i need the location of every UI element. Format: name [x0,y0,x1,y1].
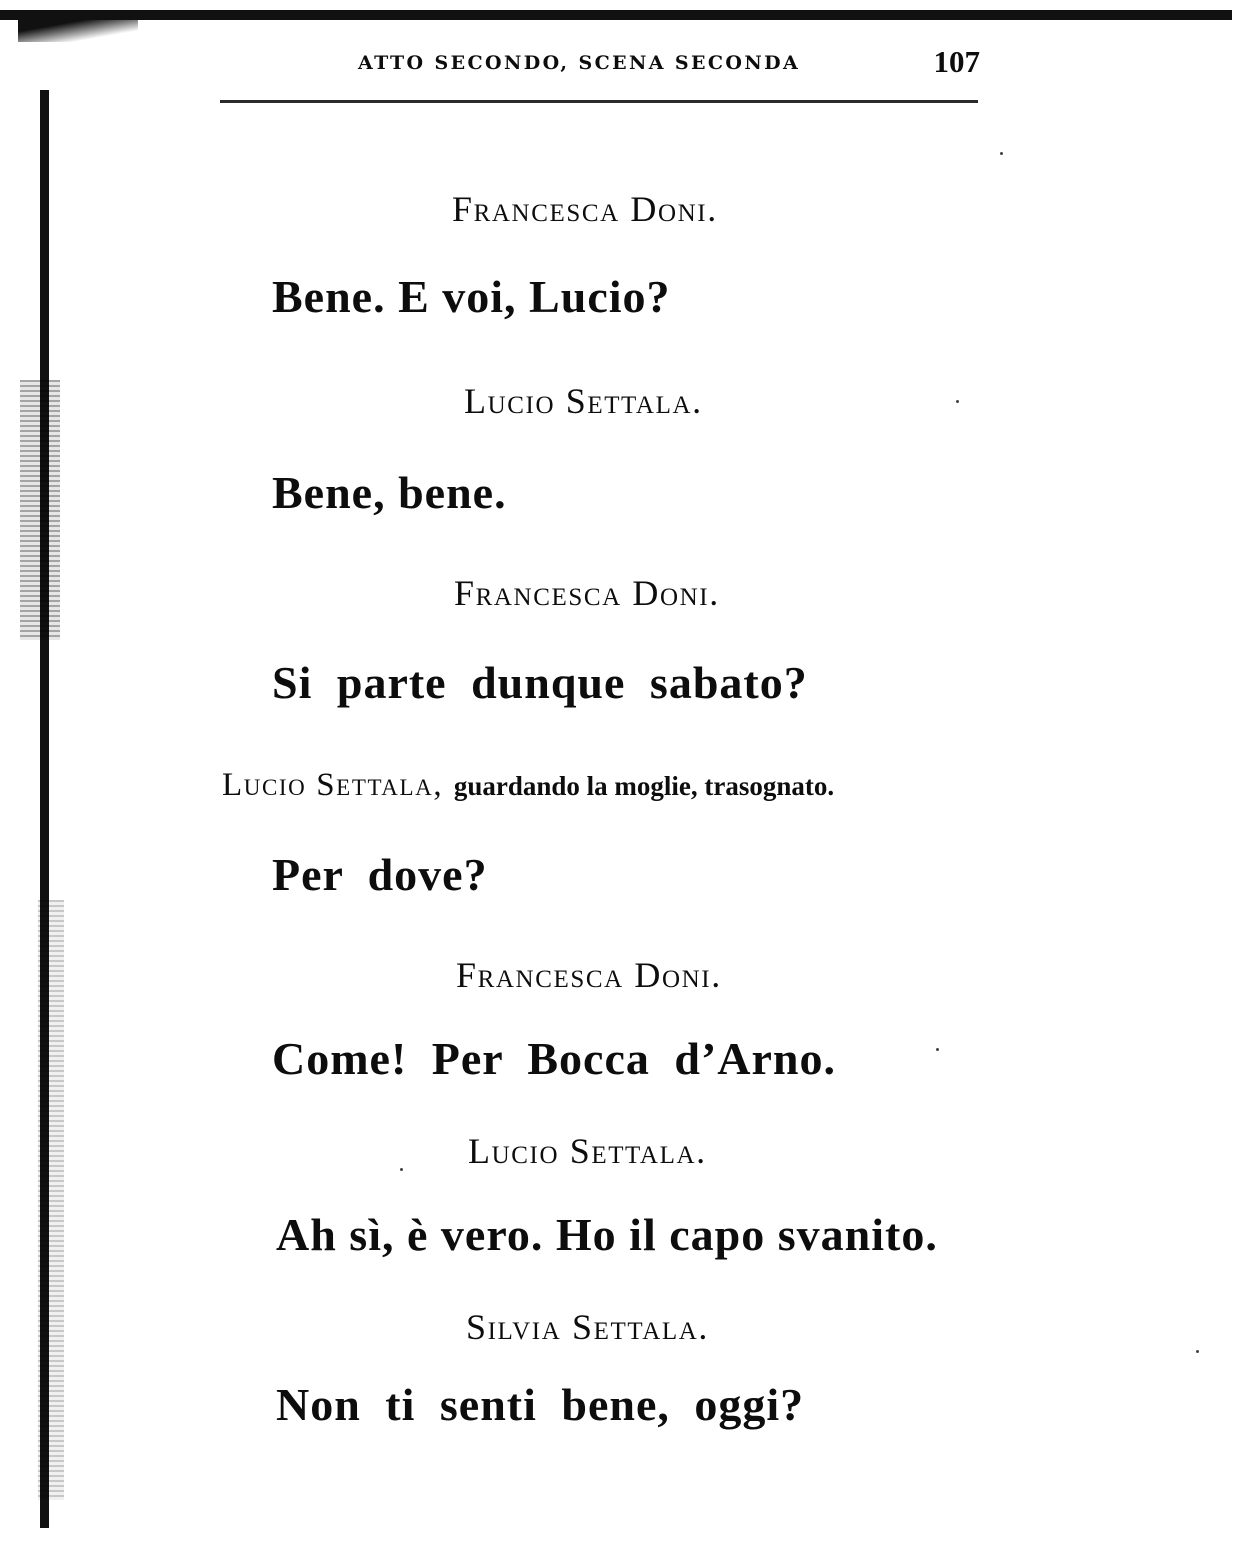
dialogue-line: Ah sì, è vero. Ho il capo svanito. [276,1209,938,1260]
header-rule [220,100,978,103]
running-head [220,44,980,84]
running-head-title: ATTO SECONDO, SCENA SECONDA [358,52,801,74]
dialogue-line: Non ti senti bene, oggi? [276,1379,805,1430]
speaker-name: Francesca Doni. [454,573,720,613]
stage-direction: guardando la moglie, trasognato. [453,771,835,801]
scan-speck [956,400,959,403]
dialogue-line: Bene, bene. [272,467,507,518]
scan-speck [936,1048,939,1051]
speaker-name: Lucio Settala, [222,767,444,803]
dialogue-line: Come! Per Bocca d’Arno. [272,1033,837,1084]
scan-edge-grain [38,900,64,1500]
speaker-name: Lucio Settala. [468,1131,707,1171]
scan-corner-shadow [18,18,138,42]
speaker-with-direction [222,762,834,804]
scan-speck [1000,152,1003,155]
scan-edge-grain [20,380,60,640]
dialogue-line: Bene. E voi, Lucio? [272,271,671,322]
speaker-name: Francesca Doni. [452,189,718,229]
speaker-name: Silvia Settala. [466,1307,709,1347]
page-number: 107 [933,44,980,79]
scan-speck [1196,1350,1199,1353]
speaker-name: Lucio Settala. [464,381,703,421]
scan-top-edge [0,10,1232,20]
speaker-name: Francesca Doni. [456,955,722,995]
dialogue-line: Per dove? [272,849,488,900]
dialogue-line: Si parte dunque sabato? [272,657,808,708]
scan-speck [400,1168,403,1171]
